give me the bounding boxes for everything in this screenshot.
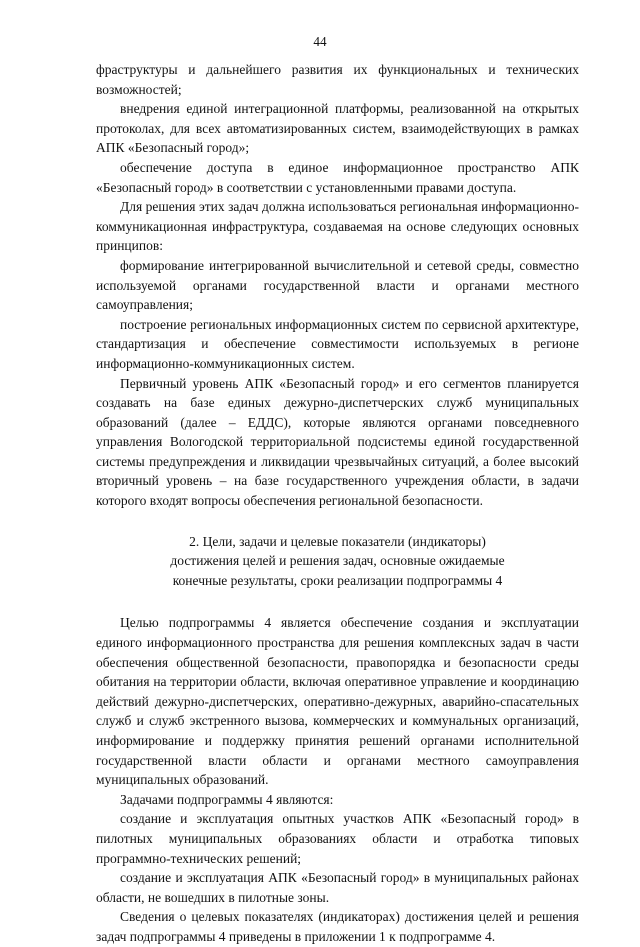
paragraph: Первичный уровень АПК «Безопасный город» и его сегментов планируется создавать на базе единых дежурно-диспетчерских служб муниципальных образований (далее – ЕДДС), которые являются органами повседневного управления Вологодской территориальной подсистемы единой государственной системы предупреждения и ликвидации чрезвычайных ситуаций, а более высокий вторичный уровень – на базе государственного учреждения области, в задачи которого входят вопросы обеспечения региональной безопасности. — [96, 375, 579, 509]
section-heading-line: достижения целей и решения задач, основные ожидаемые — [170, 553, 505, 569]
paragraph: обеспечение доступа в единое информационное пространство АПК «Безопасный город» в соответствии с установленными правами доступа. — [96, 159, 579, 195]
paragraph: Целью подпрограммы 4 является обеспечение создания и эксплуатации единого информационного пространства для решения комплексных задач в части обеспечения общественной безопасности, правопорядка и безопасности среды обитания на территории области, включая оперативное управление и координацию действий дежурно-диспетчерских, оперативно-дежурных, аварийно-спасательных служб и служб экстренного вызова, коммерческих и коммунальных организаций, информирование и поддержку принятия решений органами исполнительной государственной власти области и органами местного самоуправления муниципальных образований. — [96, 615, 579, 788]
page-number: 44 — [313, 34, 327, 49]
paragraph: Задачами подпрограммы 4 являются: — [120, 791, 334, 807]
section-heading-line: конечные результаты, сроки реализации подпрограммы 4 — [172, 572, 503, 588]
paragraph: внедрения единой интеграционной платформы, реализованной на открытых протоколах, для всех автоматизированных систем, взаимодействующих в рамках АПК «Безопасный город»; — [96, 101, 579, 156]
paragraph: создание и эксплуатация опытных участков АПК «Безопасный город» в пилотных муниципальных образованиях области и отработка типовых программно-технических решений; — [96, 811, 579, 866]
paragraph: построение региональных информационных систем по сервисной архитектуре, стандартизация и обеспечение совместимости используемых в регионе информационно-коммуникационных систем. — [96, 316, 579, 371]
document-body — [96, 60, 579, 947]
section-heading — [96, 532, 579, 591]
paragraph: Сведения о целевых показателях (индикаторах) достижения целей и решения задач подпрограммы 4 приведены в приложении 1 к подпрограмме 4. — [96, 909, 579, 944]
paragraph: создание и эксплуатация АПК «Безопасный город» в муниципальных районах области, не вошедших в пилотные зоны. — [96, 870, 579, 905]
paragraph: формирование интегрированной вычислительной и сетевой среды, совместно используемой органами государственной власти и органами местного самоуправления; — [96, 257, 579, 313]
paragraph: фраструктуры и дальнейшего развития их функциональных и технических возможностей; — [96, 62, 579, 97]
paragraph: Для решения этих задач должна использоваться региональная информационно-коммуникационная инфраструктура, создаваемая на основе следующих основных принципов: — [96, 199, 579, 254]
section-heading-line: 2. Цели, задачи и целевые показатели (индикаторы) — [189, 533, 486, 549]
